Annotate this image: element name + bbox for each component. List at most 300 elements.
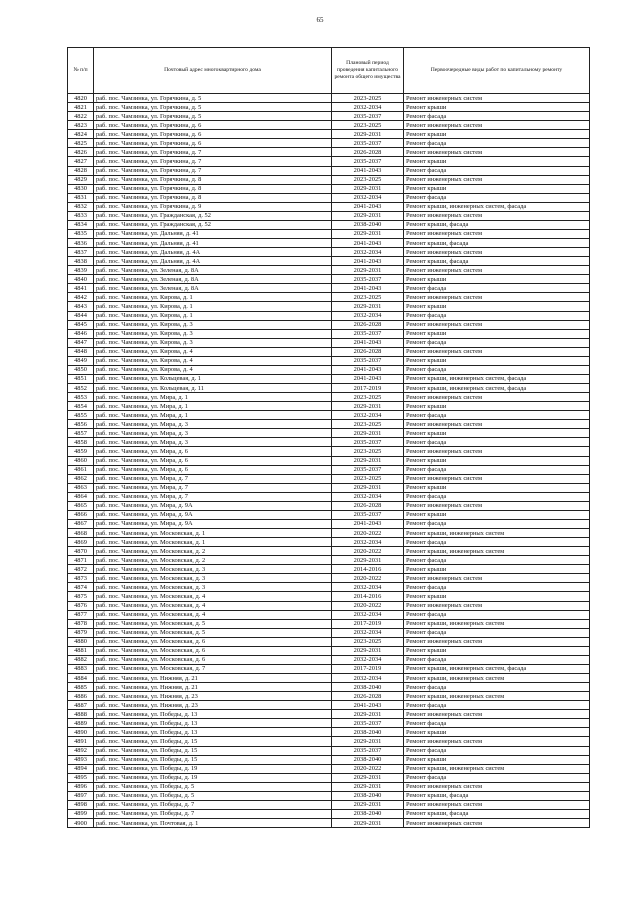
row-number: 4828 <box>68 166 94 175</box>
row-number: 4891 <box>68 737 94 746</box>
row-address: раб. пос. Чамзинка, ул. Московская, д. 6 <box>94 637 332 646</box>
header-address: Почтовый адрес многоквартирного дома <box>94 48 332 94</box>
row-period: 2035-2037 <box>332 438 404 447</box>
row-number: 4829 <box>68 175 94 184</box>
row-address: раб. пос. Чамзинка, ул. Гражданская, д. 52 <box>94 220 332 229</box>
row-number: 4823 <box>68 121 94 130</box>
row-period: 2020-2022 <box>332 601 404 610</box>
table-row <box>68 791 590 800</box>
row-address: раб. пос. Чамзинка, ул. Зеленая, д. 8А <box>94 266 332 275</box>
row-number: 4835 <box>68 229 94 238</box>
row-address: раб. пос. Чамзинка, ул. Мира, д. 1 <box>94 411 332 420</box>
table-row <box>68 465 590 474</box>
row-period: 2023-2025 <box>332 293 404 302</box>
row-period: 2017-2019 <box>332 619 404 628</box>
row-number: 4850 <box>68 365 94 374</box>
table-row <box>68 338 590 347</box>
row-address: раб. пос. Чамзинка, ул. Мира, д. 1 <box>94 393 332 402</box>
repair-schedule-table-wrap <box>67 47 589 828</box>
row-period: 2029-2031 <box>332 646 404 655</box>
row-period: 2041-2043 <box>332 338 404 347</box>
row-address: раб. пос. Чамзинка, ул. Нижняя, д. 21 <box>94 683 332 692</box>
row-period: 2023-2025 <box>332 447 404 456</box>
row-works: Ремонт фасада <box>404 538 590 547</box>
row-period: 2041-2043 <box>332 365 404 374</box>
row-number: 4876 <box>68 601 94 610</box>
row-period: 2032-2034 <box>332 583 404 592</box>
page-number: 65 <box>316 16 324 24</box>
row-works: Ремонт инженерных систем <box>404 474 590 483</box>
row-works: Ремонт крыши <box>404 157 590 166</box>
table-row <box>68 674 590 683</box>
row-address: раб. пос. Чамзинка, ул. Мира, д. 6 <box>94 447 332 456</box>
row-works: Ремонт фасада <box>404 746 590 755</box>
row-works: Ремонт инженерных систем <box>404 782 590 791</box>
row-address: раб. пос. Чамзинка, ул. Московская, д. 7 <box>94 664 332 673</box>
table-row <box>68 764 590 773</box>
row-address: раб. пос. Чамзинка, ул. Кирова, д. 1 <box>94 302 332 311</box>
row-address: раб. пос. Чамзинка, ул. Кольцевая, д. 11 <box>94 384 332 393</box>
row-number: 4895 <box>68 773 94 782</box>
row-works: Ремонт инженерных систем <box>404 601 590 610</box>
table-row <box>68 284 590 293</box>
table-row <box>68 293 590 302</box>
row-number: 4836 <box>68 239 94 248</box>
table-row <box>68 447 590 456</box>
row-period: 2032-2034 <box>332 248 404 257</box>
row-works: Ремонт инженерных систем <box>404 501 590 510</box>
table-row <box>68 601 590 610</box>
table-row <box>68 565 590 574</box>
row-works: Ремонт фасада <box>404 284 590 293</box>
row-works: Ремонт фасада <box>404 465 590 474</box>
row-number: 4875 <box>68 592 94 601</box>
row-period: 2032-2034 <box>332 674 404 683</box>
row-address: раб. пос. Чамзинка, ул. Зеленая, д. 8А <box>94 275 332 284</box>
row-period: 2041-2043 <box>332 374 404 383</box>
row-works: Ремонт крыши <box>404 429 590 438</box>
row-number: 4890 <box>68 728 94 737</box>
table-row <box>68 411 590 420</box>
row-address: раб. пос. Чамзинка, ул. Московская, д. 5 <box>94 628 332 637</box>
row-address: раб. пос. Чамзинка, ул. Мира, д. 7 <box>94 483 332 492</box>
row-period: 2029-2031 <box>332 556 404 565</box>
row-works: Ремонт крыши, инженерных систем <box>404 674 590 683</box>
table-row <box>68 302 590 311</box>
row-period: 2029-2031 <box>332 773 404 782</box>
row-period: 2023-2025 <box>332 474 404 483</box>
row-works: Ремонт крыши <box>404 103 590 112</box>
row-number: 4889 <box>68 719 94 728</box>
row-works: Ремонт фасада <box>404 773 590 782</box>
row-number: 4872 <box>68 565 94 574</box>
table-row <box>68 492 590 501</box>
row-number: 4900 <box>68 819 94 828</box>
row-works: Ремонт фасада <box>404 311 590 320</box>
row-number: 4861 <box>68 465 94 474</box>
row-works: Ремонт крыши <box>404 565 590 574</box>
row-address: раб. пос. Чамзинка, ул. Кирова, д. 4 <box>94 365 332 374</box>
row-works: Ремонт инженерных систем <box>404 710 590 719</box>
row-number: 4881 <box>68 646 94 655</box>
row-period: 2029-2031 <box>332 229 404 238</box>
row-works: Ремонт инженерных систем <box>404 229 590 238</box>
table-row <box>68 393 590 402</box>
row-period: 2038-2040 <box>332 791 404 800</box>
row-period: 2032-2034 <box>332 492 404 501</box>
row-period: 2020-2022 <box>332 764 404 773</box>
row-works: Ремонт фасада <box>404 583 590 592</box>
row-period: 2020-2022 <box>332 529 404 538</box>
row-address: раб. пос. Чамзинка, ул. Дальняя, д. 4А <box>94 248 332 257</box>
table-row <box>68 347 590 356</box>
row-number: 4864 <box>68 492 94 501</box>
row-works: Ремонт крыши, инженерных систем <box>404 529 590 538</box>
table-row <box>68 574 590 583</box>
row-works: Ремонт крыши, фасада <box>404 791 590 800</box>
row-number: 4870 <box>68 547 94 556</box>
row-number: 4868 <box>68 529 94 538</box>
row-period: 2023-2025 <box>332 420 404 429</box>
row-address: раб. пос. Чамзинка, ул. Московская, д. 5 <box>94 619 332 628</box>
row-works: Ремонт инженерных систем <box>404 266 590 275</box>
table-row <box>68 384 590 393</box>
table-body <box>68 94 590 828</box>
row-works: Ремонт крыши, инженерных систем <box>404 619 590 628</box>
table-row <box>68 402 590 411</box>
table-row <box>68 728 590 737</box>
row-address: раб. пос. Чамзинка, ул. Гражданская, д. 52 <box>94 211 332 220</box>
table-row <box>68 356 590 365</box>
row-works: Ремонт инженерных систем <box>404 574 590 583</box>
row-address: раб. пос. Чамзинка, ул. Горячкина, д. 6 <box>94 130 332 139</box>
row-number: 4837 <box>68 248 94 257</box>
row-works: Ремонт фасада <box>404 701 590 710</box>
table-row <box>68 719 590 728</box>
row-works: Ремонт крыши, фасада <box>404 239 590 248</box>
row-period: 2035-2037 <box>332 157 404 166</box>
row-period: 2029-2031 <box>332 184 404 193</box>
row-address: раб. пос. Чамзинка, ул. Мира, д. 1 <box>94 402 332 411</box>
row-period: 2035-2037 <box>332 139 404 148</box>
row-number: 4844 <box>68 311 94 320</box>
row-works: Ремонт крыши <box>404 646 590 655</box>
row-address: раб. пос. Чамзинка, ул. Московская, д. 6 <box>94 646 332 655</box>
row-number: 4878 <box>68 619 94 628</box>
row-number: 4863 <box>68 483 94 492</box>
row-works: Ремонт крыши, фасада <box>404 257 590 266</box>
row-works: Ремонт фасада <box>404 411 590 420</box>
row-period: 2032-2034 <box>332 655 404 664</box>
row-period: 2026-2028 <box>332 347 404 356</box>
row-address: раб. пос. Чамзинка, ул. Победы, д. 7 <box>94 809 332 818</box>
row-period: 2029-2031 <box>332 130 404 139</box>
row-address: раб. пос. Чамзинка, ул. Горячкина, д. 8 <box>94 175 332 184</box>
table-row <box>68 211 590 220</box>
row-address: раб. пос. Чамзинка, ул. Мира, д. 6 <box>94 456 332 465</box>
row-address: раб. пос. Чамзинка, ул. Зеленая, д. 8А <box>94 284 332 293</box>
row-period: 2017-2019 <box>332 664 404 673</box>
table-row <box>68 175 590 184</box>
row-period: 2029-2031 <box>332 429 404 438</box>
table-row <box>68 329 590 338</box>
row-address: раб. пос. Чамзинка, ул. Московская, д. 1 <box>94 538 332 547</box>
row-number: 4896 <box>68 782 94 791</box>
row-number: 4849 <box>68 356 94 365</box>
row-period: 2041-2043 <box>332 284 404 293</box>
row-number: 4852 <box>68 384 94 393</box>
row-address: раб. пос. Чамзинка, ул. Мира, д. 9А <box>94 510 332 519</box>
table-row <box>68 710 590 719</box>
row-works: Ремонт фасада <box>404 519 590 528</box>
row-address: раб. пос. Чамзинка, ул. Горячкина, д. 7 <box>94 157 332 166</box>
row-works: Ремонт крыши, фасада <box>404 809 590 818</box>
table-row <box>68 257 590 266</box>
table-row <box>68 664 590 673</box>
header-num: № п/п <box>68 48 94 94</box>
row-works: Ремонт крыши, инженерных систем <box>404 547 590 556</box>
row-number: 4824 <box>68 130 94 139</box>
row-number: 4899 <box>68 809 94 818</box>
row-period: 2032-2034 <box>332 411 404 420</box>
row-works: Ремонт фасада <box>404 112 590 121</box>
row-number: 4839 <box>68 266 94 275</box>
row-works: Ремонт крыши <box>404 402 590 411</box>
table-row <box>68 420 590 429</box>
row-number: 4877 <box>68 610 94 619</box>
table-row <box>68 755 590 764</box>
row-number: 4883 <box>68 664 94 673</box>
row-works: Ремонт крыши, инженерных систем, фасада <box>404 202 590 211</box>
row-works: Ремонт крыши <box>404 130 590 139</box>
row-period: 2029-2031 <box>332 800 404 809</box>
header-works: Первоочередные виды работ по капитальному ремонту <box>404 48 590 94</box>
row-period: 2041-2043 <box>332 166 404 175</box>
row-address: раб. пос. Чамзинка, ул. Мира, д. 7 <box>94 492 332 501</box>
row-address: раб. пос. Чамзинка, ул. Победы, д. 19 <box>94 764 332 773</box>
row-number: 4845 <box>68 320 94 329</box>
table-row <box>68 220 590 229</box>
table-row <box>68 103 590 112</box>
row-address: раб. пос. Чамзинка, ул. Победы, д. 19 <box>94 773 332 782</box>
row-works: Ремонт инженерных систем <box>404 148 590 157</box>
table-row <box>68 112 590 121</box>
row-works: Ремонт фасада <box>404 166 590 175</box>
row-number: 4880 <box>68 637 94 646</box>
table-row <box>68 483 590 492</box>
row-address: раб. пос. Чамзинка, ул. Московская, д. 2 <box>94 556 332 565</box>
row-works: Ремонт крыши, инженерных систем, фасада <box>404 664 590 673</box>
row-works: Ремонт фасада <box>404 683 590 692</box>
row-number: 4874 <box>68 583 94 592</box>
table-row <box>68 583 590 592</box>
table-row <box>68 610 590 619</box>
row-period: 2029-2031 <box>332 211 404 220</box>
row-number: 4834 <box>68 220 94 229</box>
row-number: 4820 <box>68 94 94 103</box>
row-number: 4862 <box>68 474 94 483</box>
table-row <box>68 773 590 782</box>
row-period: 2026-2028 <box>332 692 404 701</box>
row-number: 4826 <box>68 148 94 157</box>
row-address: раб. пос. Чамзинка, ул. Мира, д. 9А <box>94 519 332 528</box>
row-works: Ремонт инженерных систем <box>404 819 590 828</box>
table-row <box>68 701 590 710</box>
row-works: Ремонт инженерных систем <box>404 248 590 257</box>
row-period: 2029-2031 <box>332 737 404 746</box>
table-row <box>68 619 590 628</box>
table-row <box>68 692 590 701</box>
row-period: 2029-2031 <box>332 782 404 791</box>
table-row <box>68 193 590 202</box>
table-row <box>68 782 590 791</box>
row-works: Ремонт инженерных систем <box>404 175 590 184</box>
row-number: 4860 <box>68 456 94 465</box>
row-address: раб. пос. Чамзинка, ул. Кирова, д. 3 <box>94 338 332 347</box>
row-address: раб. пос. Чамзинка, ул. Победы, д. 5 <box>94 782 332 791</box>
row-number: 4838 <box>68 257 94 266</box>
row-works: Ремонт фасада <box>404 338 590 347</box>
table-row <box>68 429 590 438</box>
row-address: раб. пос. Чамзинка, ул. Победы, д. 13 <box>94 710 332 719</box>
table-row <box>68 809 590 818</box>
row-period: 2032-2034 <box>332 193 404 202</box>
row-address: раб. пос. Чамзинка, ул. Мира, д. 3 <box>94 438 332 447</box>
row-address: раб. пос. Чамзинка, ул. Мира, д. 3 <box>94 420 332 429</box>
row-number: 4841 <box>68 284 94 293</box>
table-row <box>68 121 590 130</box>
row-address: раб. пос. Чамзинка, ул. Кирова, д. 3 <box>94 329 332 338</box>
row-address: раб. пос. Чамзинка, ул. Кирова, д. 1 <box>94 311 332 320</box>
row-address: раб. пос. Чамзинка, ул. Московская, д. 4 <box>94 610 332 619</box>
row-address: раб. пос. Чамзинка, ул. Победы, д. 5 <box>94 791 332 800</box>
row-period: 2038-2040 <box>332 755 404 764</box>
row-period: 2035-2037 <box>332 719 404 728</box>
row-works: Ремонт крыши <box>404 728 590 737</box>
row-number: 4884 <box>68 674 94 683</box>
row-period: 2029-2031 <box>332 483 404 492</box>
row-works: Ремонт фасада <box>404 556 590 565</box>
row-works: Ремонт фасада <box>404 610 590 619</box>
row-number: 4888 <box>68 710 94 719</box>
table-row <box>68 819 590 828</box>
row-number: 4885 <box>68 683 94 692</box>
row-period: 2032-2034 <box>332 610 404 619</box>
row-address: раб. пос. Чамзинка, ул. Победы, д. 15 <box>94 755 332 764</box>
table-row <box>68 592 590 601</box>
row-number: 4892 <box>68 746 94 755</box>
row-period: 2026-2028 <box>332 501 404 510</box>
row-number: 4873 <box>68 574 94 583</box>
row-address: раб. пос. Чамзинка, ул. Горячкина, д. 9 <box>94 202 332 211</box>
row-number: 4822 <box>68 112 94 121</box>
table-row <box>68 501 590 510</box>
row-works: Ремонт крыши <box>404 592 590 601</box>
row-number: 4857 <box>68 429 94 438</box>
row-address: раб. пос. Чамзинка, ул. Горячкина, д. 5 <box>94 103 332 112</box>
table-row <box>68 529 590 538</box>
row-address: раб. пос. Чамзинка, ул. Горячкина, д. 7 <box>94 148 332 157</box>
table-row <box>68 157 590 166</box>
table-row <box>68 556 590 565</box>
row-number: 4869 <box>68 538 94 547</box>
row-period: 2023-2025 <box>332 393 404 402</box>
row-number: 4855 <box>68 411 94 420</box>
repair-schedule-table <box>67 47 590 828</box>
row-address: раб. пос. Чамзинка, ул. Победы, д. 7 <box>94 800 332 809</box>
row-period: 2029-2031 <box>332 456 404 465</box>
row-period: 2032-2034 <box>332 538 404 547</box>
row-period: 2035-2037 <box>332 510 404 519</box>
row-works: Ремонт крыши <box>404 275 590 284</box>
row-number: 4879 <box>68 628 94 637</box>
header-period: Плановый период проведения капитального ремонта общего имущества <box>332 48 404 94</box>
row-address: раб. пос. Чамзинка, ул. Кольцевая, д. 1 <box>94 374 332 383</box>
table-row <box>68 474 590 483</box>
row-number: 4886 <box>68 692 94 701</box>
row-address: раб. пос. Чамзинка, ул. Победы, д. 13 <box>94 728 332 737</box>
row-period: 2032-2034 <box>332 628 404 637</box>
row-period: 2035-2037 <box>332 746 404 755</box>
table-row <box>68 547 590 556</box>
row-works: Ремонт крыши <box>404 510 590 519</box>
table-row <box>68 320 590 329</box>
row-works: Ремонт инженерных систем <box>404 447 590 456</box>
row-period: 2014-2016 <box>332 565 404 574</box>
table-row <box>68 655 590 664</box>
row-period: 2041-2043 <box>332 239 404 248</box>
row-works: Ремонт крыши <box>404 483 590 492</box>
table-row <box>68 248 590 257</box>
row-period: 2041-2043 <box>332 519 404 528</box>
table-row <box>68 239 590 248</box>
row-number: 4893 <box>68 755 94 764</box>
row-works: Ремонт крыши, инженерных систем <box>404 764 590 773</box>
row-address: раб. пос. Чамзинка, ул. Горячкина, д. 7 <box>94 166 332 175</box>
row-period: 2029-2031 <box>332 402 404 411</box>
row-address: раб. пос. Чамзинка, ул. Московская, д. 3 <box>94 565 332 574</box>
table-header-row <box>68 48 590 94</box>
row-address: раб. пос. Чамзинка, ул. Кирова, д. 1 <box>94 293 332 302</box>
row-works: Ремонт фасада <box>404 628 590 637</box>
row-period: 2035-2037 <box>332 356 404 365</box>
row-period: 2035-2037 <box>332 465 404 474</box>
table-row <box>68 646 590 655</box>
table-row <box>68 456 590 465</box>
row-number: 4859 <box>68 447 94 456</box>
row-number: 4897 <box>68 791 94 800</box>
row-period: 2020-2022 <box>332 547 404 556</box>
row-works: Ремонт инженерных систем <box>404 800 590 809</box>
row-number: 4831 <box>68 193 94 202</box>
row-period: 2041-2043 <box>332 701 404 710</box>
row-period: 2029-2031 <box>332 710 404 719</box>
row-works: Ремонт инженерных систем <box>404 737 590 746</box>
row-works: Ремонт крыши <box>404 356 590 365</box>
table-row <box>68 184 590 193</box>
row-works: Ремонт крыши <box>404 184 590 193</box>
row-number: 4846 <box>68 329 94 338</box>
row-period: 2029-2031 <box>332 302 404 311</box>
row-works: Ремонт фасада <box>404 719 590 728</box>
row-period: 2032-2034 <box>332 311 404 320</box>
row-works: Ремонт фасада <box>404 655 590 664</box>
row-works: Ремонт крыши, инженерных систем, фасада <box>404 384 590 393</box>
row-works: Ремонт фасада <box>404 492 590 501</box>
table-row <box>68 538 590 547</box>
row-period: 2026-2028 <box>332 320 404 329</box>
row-number: 4847 <box>68 338 94 347</box>
